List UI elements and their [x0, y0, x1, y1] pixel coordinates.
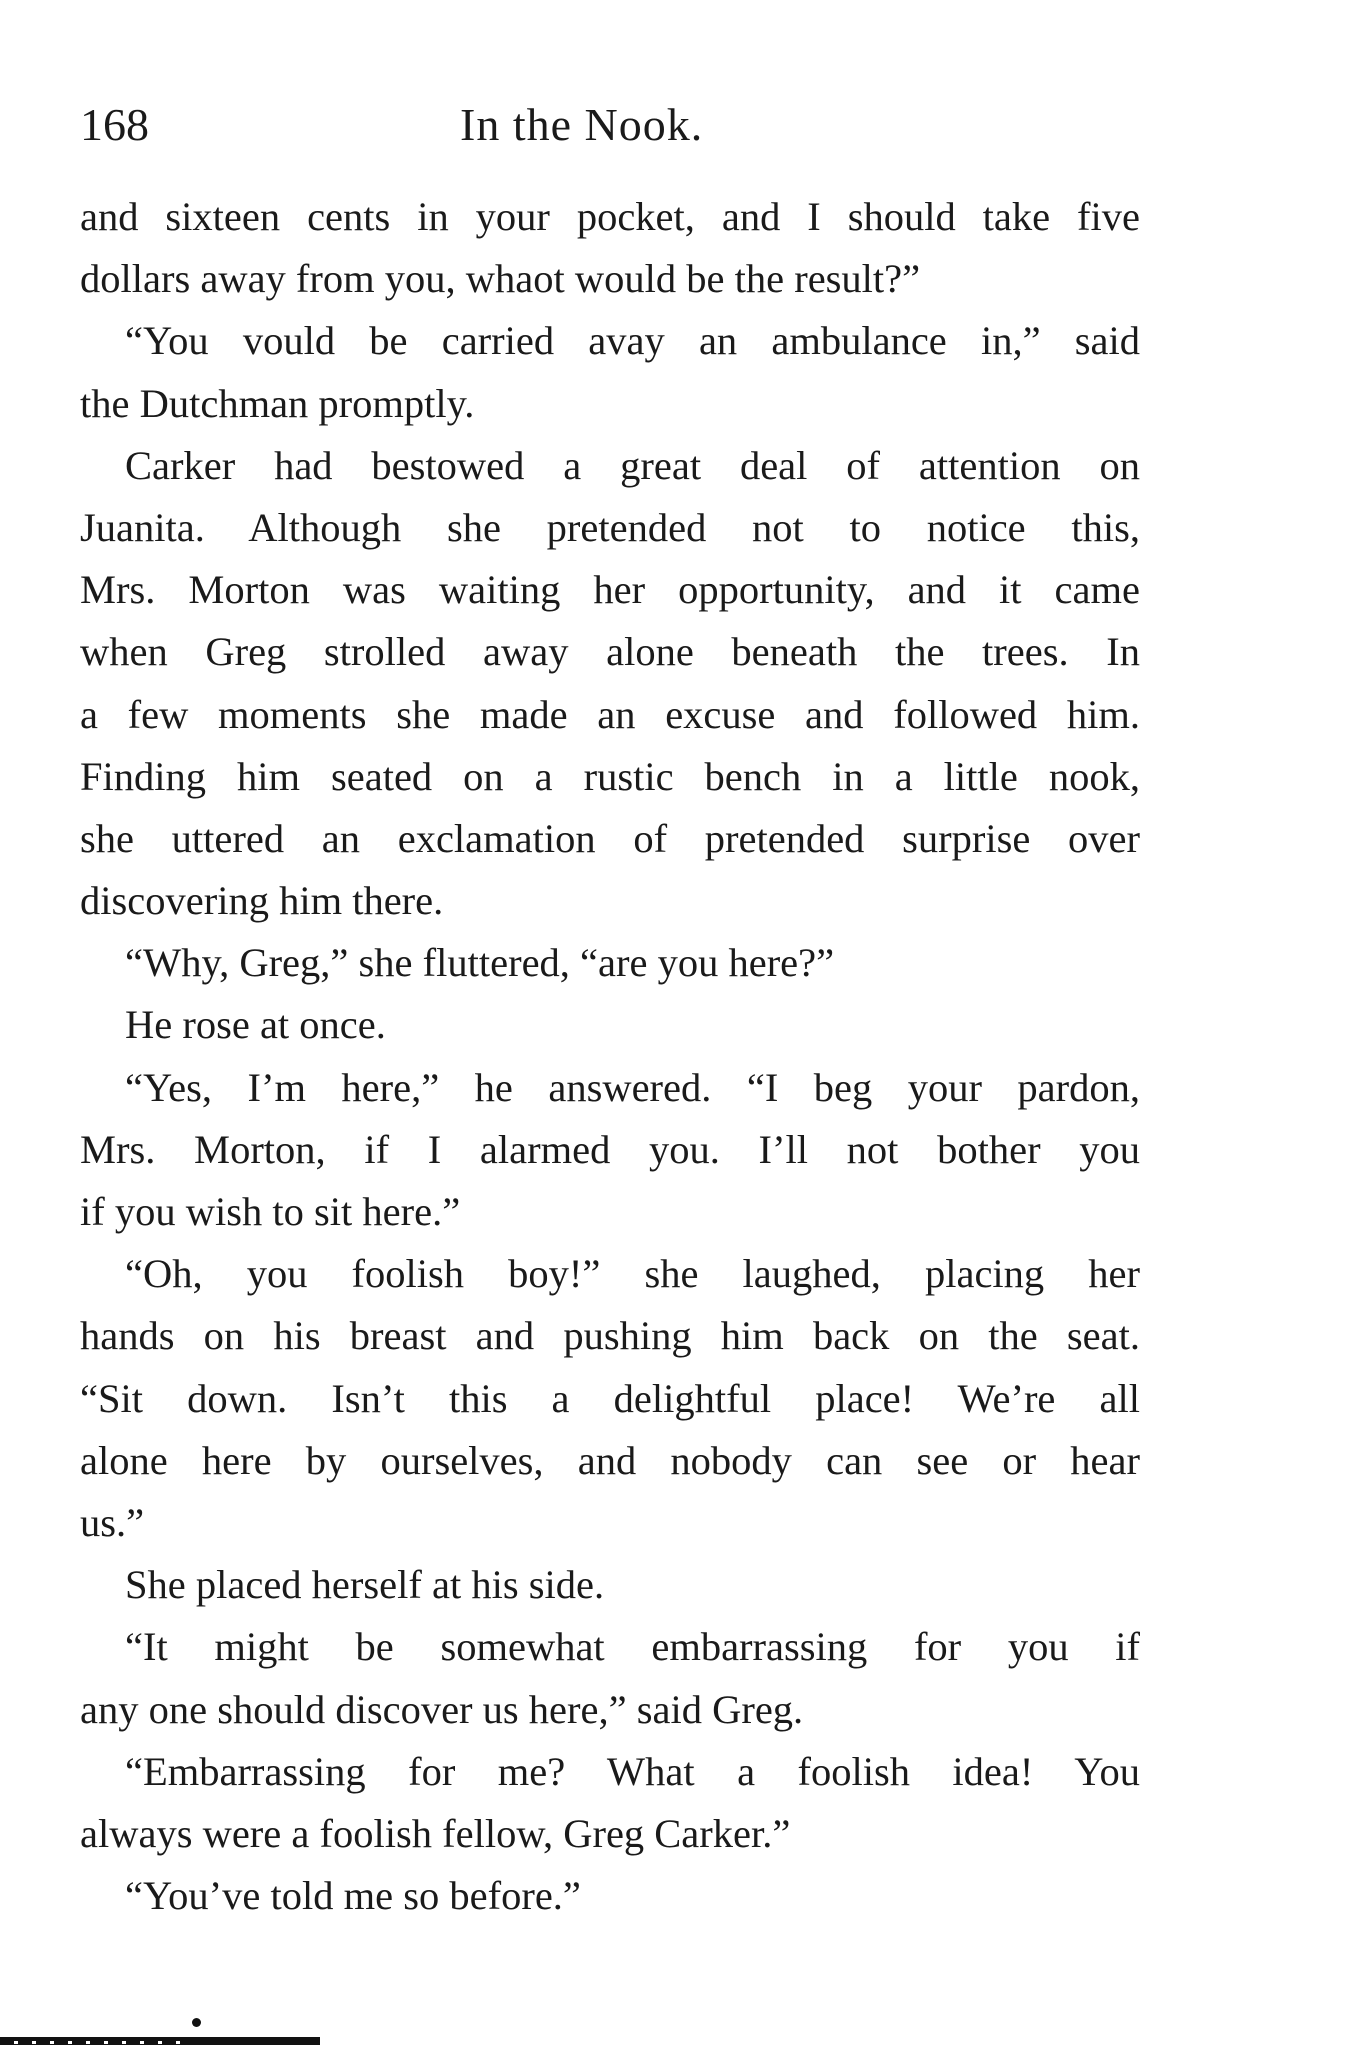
text-line: the Dutchman promptly. [80, 380, 475, 426]
body-text [80, 186, 1140, 1927]
text-line: “It might be somewhat embarrassing for you if [125, 1624, 1140, 1670]
text-line: any one should discover us here,” said Greg. [80, 1686, 804, 1732]
text-line: Carker had bestowed a great deal of attention on [125, 442, 1140, 488]
chapter-title: In the Nook. [460, 99, 704, 150]
text-line: “Yes, I’m here,” he answered. “I beg your pardon, [125, 1064, 1140, 1110]
text-line: alone here by ourselves, and nobody can see or hear [80, 1437, 1140, 1483]
text-line: hands on his breast and pushing him back on the seat. [80, 1313, 1140, 1359]
text-line: “You vould be carried avay an ambulance in,” said [125, 318, 1140, 364]
text-line: “You’ve told me so before.” [125, 1873, 581, 1919]
printer-mark [192, 2018, 201, 2027]
text-line: when Greg strolled away alone beneath the trees. In [80, 629, 1140, 675]
text-line: she uttered an exclamation of pretended surprise over [80, 815, 1140, 861]
text-line: discovering him there. [80, 878, 444, 924]
text-line: “Oh, you foolish boy!” she laughed, placing her [125, 1251, 1140, 1297]
text-line: always were a foolish fellow, Greg Carker.” [80, 1810, 791, 1856]
text-line: Mrs. Morton was waiting her opportunity, and it came [80, 567, 1140, 613]
text-line: “Embarrassing for me? What a foolish idea! You [125, 1748, 1140, 1794]
text-line: dollars away from you, whaot would be the result?” [80, 256, 921, 302]
text-line: “Sit down. Isn’t this a delightful place! We’re all [80, 1375, 1140, 1421]
text-line: “Why, Greg,” she fluttered, “are you here?” [125, 940, 835, 986]
text-line: if you wish to sit here.” [80, 1189, 461, 1234]
text-line: Finding him seated on a rustic bench in a little nook, [80, 753, 1140, 799]
text-line: He rose at once. [125, 1002, 386, 1048]
text-line: Juanita. Although she pretended not to notice this, [80, 504, 1140, 550]
page-number: 168 [80, 99, 149, 150]
text-line: us.” [80, 1499, 145, 1545]
text-line: She placed herself at his side. [125, 1562, 605, 1608]
text-line: and sixteen cents in your pocket, and I should take five [80, 194, 1140, 239]
running-head [80, 95, 1140, 155]
bottom-rule-texture [0, 2041, 185, 2044]
text-line: a few moments she made an excuse and followed him. [80, 691, 1140, 737]
text-line: Mrs. Morton, if I alarmed you. I’ll not bother you [80, 1126, 1140, 1172]
